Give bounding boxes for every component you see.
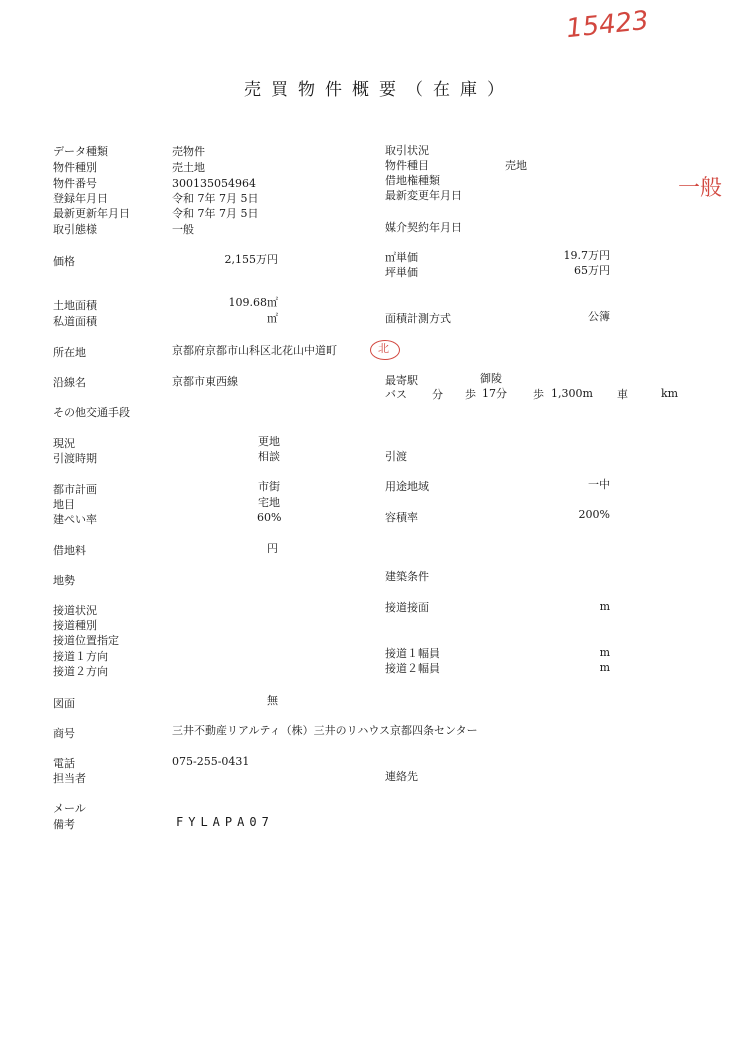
location-label: 所在地 — [53, 346, 86, 359]
handover-time-value: 相談 — [258, 450, 280, 463]
page-title: 売買物件概要（在庫） — [244, 80, 514, 100]
phone-value: 075-255-0431 — [172, 755, 250, 768]
data-kind-label: データ種類 — [53, 145, 108, 158]
reg-date-value: 令和 7年 7月 5日 — [172, 192, 259, 205]
far-value: 200% — [578, 508, 610, 521]
city-plan-value: 市街 — [258, 480, 280, 493]
measure-label: 面積計測方式 — [385, 312, 451, 325]
prop-type-label: 物件種別 — [53, 161, 97, 174]
leasefee-label: 借地料 — [53, 544, 86, 557]
measure-value: 公簿 — [588, 310, 610, 323]
road-face-label: 接道接面 — [385, 601, 429, 614]
road-w1-unit: m — [599, 646, 610, 659]
mail-label: メール — [53, 802, 86, 815]
km-label: km — [661, 387, 679, 400]
upd-date-value: 令和 7年 7月 5日 — [172, 207, 259, 220]
line-label: 沿線名 — [53, 376, 86, 389]
status-label: 取引状況 — [385, 144, 429, 157]
far-label: 容積率 — [385, 511, 418, 524]
coverage-label: 建ぺい率 — [53, 513, 97, 526]
private-road-value: ㎡ — [267, 312, 278, 325]
deal-value: 一般 — [172, 223, 194, 236]
distance-value: 1,300m — [551, 387, 593, 400]
item-value: 売地 — [505, 159, 527, 172]
road-type-label: 接道種別 — [53, 619, 97, 632]
handwritten-number: 15423 — [564, 5, 651, 45]
handover-time-label: 引渡時期 — [53, 452, 97, 465]
car-label: 車 — [617, 388, 628, 401]
use-zone-value: 一中 — [588, 478, 610, 491]
walk-label-2: 歩 — [533, 388, 544, 401]
location-value: 京都府京都市山科区北花山中道町 — [172, 344, 337, 357]
item-label: 物件種目 — [385, 159, 429, 172]
road-w2-label: 接道２幅員 — [385, 662, 440, 675]
station-value: 御陵 — [480, 372, 502, 385]
company-value: 三井不動産リアルティ（株）三井のリハウス京都四条センター — [172, 724, 478, 737]
land-cat-value: 宅地 — [258, 496, 280, 509]
other-transport-label: その他交通手段 — [53, 406, 130, 419]
walk-min-value: 17分 — [482, 387, 507, 400]
walk-label-1: 歩 — [465, 388, 476, 401]
deal-label: 取引態様 — [53, 223, 97, 236]
coverage-value: 60% — [257, 511, 282, 524]
price-value: 2,155万円 — [224, 253, 278, 266]
land-cat-label: 地目 — [53, 498, 75, 511]
current-value: 更地 — [258, 435, 280, 448]
build-cond-label: 建築条件 — [385, 570, 429, 583]
data-kind-value: 売物件 — [172, 145, 205, 158]
line-value: 京都市東西線 — [172, 375, 238, 388]
bus-min-label: 分 — [432, 388, 443, 401]
sqm-price-label: ㎡単価 — [385, 251, 418, 264]
handwritten-circle-note — [370, 340, 400, 360]
upd-date-label: 最新更新年月日 — [53, 207, 130, 220]
agency-date-label: 媒介契約年月日 — [385, 221, 462, 234]
terrain-label: 地勢 — [53, 574, 75, 587]
sqm-price-value: 19.7万円 — [563, 249, 610, 262]
road-dir2-label: 接道２方向 — [53, 665, 108, 678]
road-w2-unit: m — [599, 661, 610, 674]
phone-label: 電話 — [53, 757, 75, 770]
land-area-label: 土地面積 — [53, 299, 97, 312]
land-area-value: 109.68㎡ — [228, 296, 278, 309]
chg-date-label: 最新変更年月日 — [385, 189, 462, 202]
private-road-label: 私道面積 — [53, 315, 97, 328]
current-label: 現況 — [53, 437, 75, 450]
city-plan-label: 都市計画 — [53, 483, 97, 496]
leasefee-value: 円 — [267, 542, 278, 555]
company-label: 商号 — [53, 727, 75, 740]
bus-label: バス — [385, 388, 407, 401]
remarks-value: FYLAPA07 — [176, 815, 274, 829]
handwritten-circle-text: 北 — [378, 342, 389, 355]
road-w1-label: 接道１幅員 — [385, 647, 440, 660]
drawing-value: 無 — [267, 694, 278, 707]
drawing-label: 図面 — [53, 697, 75, 710]
road-face-unit: m — [599, 600, 610, 613]
handover-label: 引渡 — [385, 450, 407, 463]
tsubo-price-label: 坪単価 — [385, 266, 418, 279]
prop-no-label: 物件番号 — [53, 177, 97, 190]
use-zone-label: 用途地域 — [385, 480, 429, 493]
tsubo-price-value: 65万円 — [574, 264, 610, 277]
remarks-label: 備考 — [53, 818, 75, 831]
handwritten-ippan: 一般 — [678, 176, 723, 201]
prop-no-value: 300135054964 — [172, 177, 256, 190]
price-label: 価格 — [53, 255, 75, 268]
person-label: 担当者 — [53, 772, 86, 785]
contact-label: 連絡先 — [385, 770, 418, 783]
reg-date-label: 登録年月日 — [53, 192, 108, 205]
road-dir1-label: 接道１方向 — [53, 650, 108, 663]
station-label: 最寄駅 — [385, 374, 418, 387]
road-pos-label: 接道位置指定 — [53, 634, 119, 647]
lease-label: 借地権種類 — [385, 174, 440, 187]
prop-type-value: 売土地 — [172, 161, 205, 174]
road-state-label: 接道状況 — [53, 604, 97, 617]
